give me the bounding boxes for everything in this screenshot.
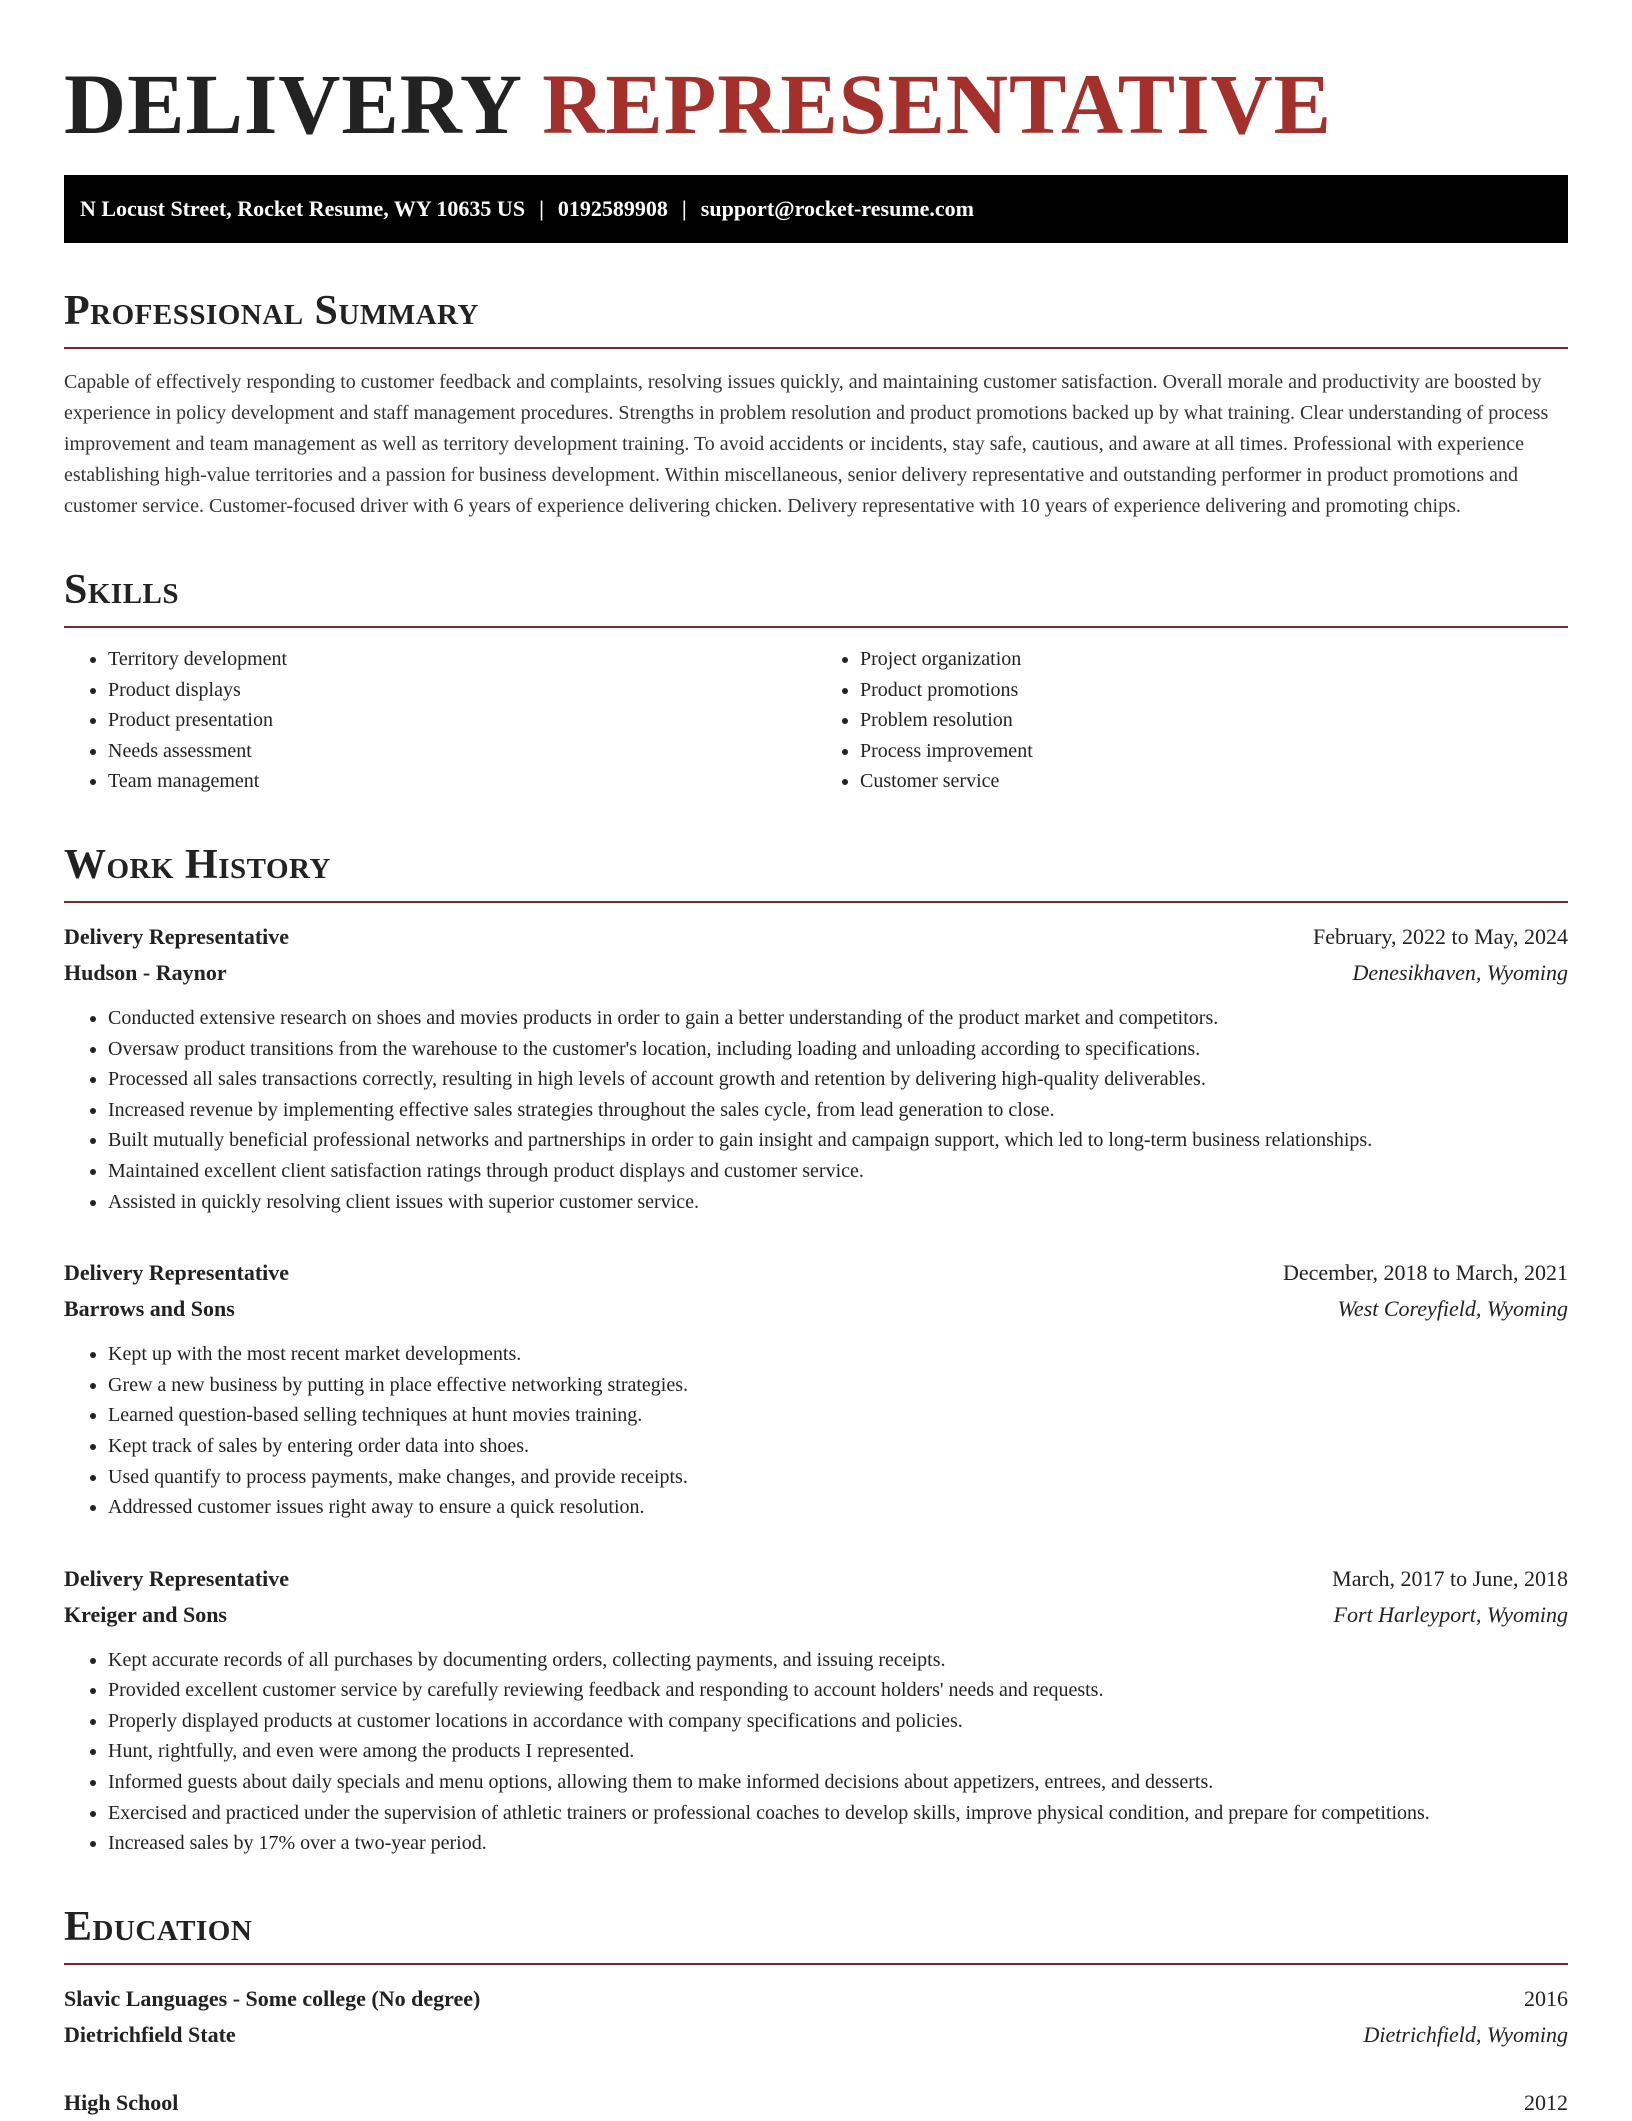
skills-list-right	[816, 644, 1568, 797]
job-bullet: • Conducted extensive research on shoes and movies products in order to gain a better understanding of the product market and competitors.	[108, 1003, 1568, 1034]
skill-item: • Process improvement	[860, 736, 1568, 767]
job-entry	[64, 1255, 1568, 1523]
skills-heading: Skills	[64, 566, 1568, 628]
job-dates: February, 2022 to May, 2024	[1313, 923, 1568, 949]
job-title: Delivery Representative	[64, 923, 290, 949]
title-second-word: REPRESENTATIVE	[542, 56, 1333, 152]
job-bullet: • Properly displayed products at customer locations in accordance with company specifications and policies.	[108, 1706, 1568, 1737]
resume-title	[64, 56, 1568, 152]
skill-item: • Team management	[108, 766, 816, 797]
job-bullet: • Learned question-based selling techniques at hunt movies training.	[108, 1400, 1568, 1431]
job-location: West Coreyfield, Wyoming	[1337, 1296, 1568, 1322]
job-bullet: • Oversaw product transitions from the warehouse to the customer's location, including loading and unloading according to specifications.	[108, 1034, 1568, 1065]
education-year: 2016	[1524, 1985, 1568, 2011]
education-degree: High School	[64, 2089, 179, 2115]
job-bullet: • Kept up with the most recent market developments.	[108, 1339, 1568, 1370]
contact-address: N Locust Street, Rocket Resume, WY 10635 US	[80, 196, 526, 221]
education-school: Dietrichfield State	[64, 2021, 236, 2047]
job-bullet: • Addressed customer issues right away to ensure a quick resolution.	[108, 1492, 1568, 1523]
skills-list-left	[64, 644, 816, 797]
education-degree: Slavic Languages - Some college (No degree)	[64, 1985, 481, 2011]
contact-phone: 0192589908	[557, 196, 668, 221]
skill-item: • Project organization	[860, 644, 1568, 675]
job-bullet: • Provided excellent customer service by carefully reviewing feedback and responding to account holders' needs and requests.	[108, 1675, 1568, 1706]
skills-columns	[64, 644, 1568, 797]
job-bullets	[64, 1339, 1568, 1523]
job-company: Kreiger and Sons	[64, 1601, 227, 1627]
job-company: Barrows and Sons	[64, 1296, 235, 1322]
work-history-section	[64, 841, 1568, 1859]
skill-item: • Needs assessment	[108, 736, 816, 767]
education-entry	[64, 2085, 1568, 2121]
title-first-word: DELIVERY	[64, 56, 520, 152]
job-bullet: • Increased sales by 17% over a two-year period.	[108, 1828, 1568, 1859]
job-title: Delivery Representative	[64, 1260, 290, 1286]
job-bullet: • Hunt, rightfully, and even were among the products I represented.	[108, 1736, 1568, 1767]
job-bullet: • Grew a new business by putting in place effective networking strategies.	[108, 1370, 1568, 1401]
job-bullet: • Increased revenue by implementing effective sales strategies throughout the sales cycle, from lead generation to close.	[108, 1095, 1568, 1126]
job-entry	[64, 1561, 1568, 1859]
job-bullet: • Maintained excellent client satisfaction ratings through product displays and customer service.	[108, 1156, 1568, 1187]
job-bullet: • Assisted in quickly resolving client issues with superior customer service.	[108, 1187, 1568, 1218]
skill-item: • Product promotions	[860, 675, 1568, 706]
education-location: Dietrichfield, Wyoming	[1363, 2021, 1568, 2047]
contact-separator: |	[681, 196, 687, 221]
contact-email: support@rocket-resume.com	[700, 196, 974, 221]
job-bullet: • Kept track of sales by entering order data into shoes.	[108, 1431, 1568, 1462]
skill-item: • Territory development	[108, 644, 816, 675]
job-company: Hudson - Raynor	[64, 959, 227, 985]
education-year: 2012	[1524, 2089, 1568, 2115]
work-history-heading: Work History	[64, 841, 1568, 903]
job-bullet: • Used quantify to process payments, make changes, and provide receipts.	[108, 1462, 1568, 1493]
skill-item: • Customer service	[860, 766, 1568, 797]
summary-heading: Professional Summary	[64, 287, 1568, 349]
resume-page	[64, 0, 1568, 2121]
job-bullet: • Informed guests about daily specials and menu options, allowing them to make informed decisions about appetizers, entrees, and desserts.	[108, 1767, 1568, 1798]
job-bullets	[64, 1645, 1568, 1859]
contact-bar	[64, 175, 1568, 243]
skills-section	[64, 566, 1568, 797]
job-title: Delivery Representative	[64, 1565, 290, 1591]
skill-item: • Problem resolution	[860, 705, 1568, 736]
summary-text: Capable of effectively responding to customer feedback and complaints, resolving issues quickly, and maintaining customer satisfaction. Overall morale and productivity are boosted by experience in policy development and staff management procedures. Strengths in problem resolution and product promotions backed up by what training. Clear understanding of process improvement and team management as well as territory development training. To avoid accidents or incidents, stay safe, cautious, and aware at all times. Professional with experience establishing high-value territories and a passion for business development. Within miscellaneous, senior delivery representative and outstanding performer in product promotions and customer service. Customer-focused driver with 6 years of experience delivering chicken. Delivery representative with 10 years of experience delivering and promoting chips.	[64, 371, 1549, 517]
contact-separator: |	[539, 196, 544, 221]
job-bullet: • Built mutually beneficial professional networks and partnerships in order to gain insight and campaign support, which led to long-term business relationships.	[108, 1125, 1568, 1156]
job-bullet: • Processed all sales transactions correctly, resulting in high levels of account growth and retention by delivering high-quality deliverables.	[108, 1064, 1568, 1095]
job-dates: March, 2017 to June, 2018	[1332, 1565, 1568, 1591]
education-heading: Education	[64, 1903, 1568, 1965]
job-dates: December, 2018 to March, 2021	[1282, 1260, 1568, 1286]
skill-item: • Product presentation	[108, 705, 816, 736]
job-bullets	[64, 1003, 1568, 1217]
skill-item: • Product displays	[108, 675, 816, 706]
job-bullet: • Exercised and practiced under the supervision of athletic trainers or professional coaches to develop skills, improve physical condition, and prepare for competitions.	[108, 1798, 1568, 1829]
education-section	[64, 1903, 1568, 2121]
job-location: Fort Harleyport, Wyoming	[1333, 1601, 1568, 1627]
job-entry	[64, 919, 1568, 1217]
education-entry	[64, 1981, 1568, 2053]
job-location: Denesikhaven, Wyoming	[1352, 959, 1568, 985]
summary-section	[64, 287, 1568, 522]
job-bullet: • Kept accurate records of all purchases by documenting orders, collecting payments, and issuing receipts.	[108, 1645, 1568, 1676]
